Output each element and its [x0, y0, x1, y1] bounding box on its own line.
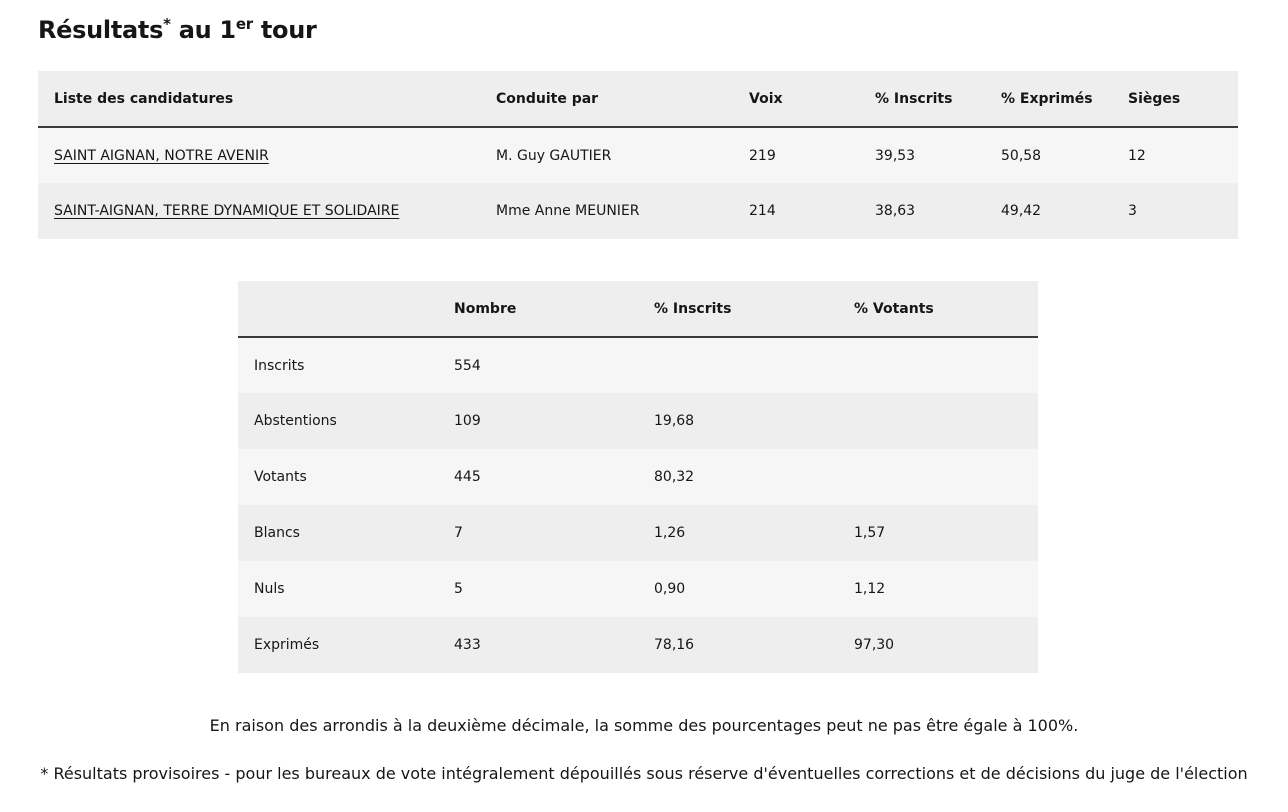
count-cell: 109	[454, 413, 481, 429]
col-header-pct-registered: % Inscrits	[654, 300, 732, 317]
pct-registered-cell	[638, 337, 838, 393]
table-row	[38, 183, 1238, 239]
col-header-label	[238, 281, 438, 337]
count-cell: 433	[454, 637, 481, 653]
col-header-seats: Sièges	[1128, 90, 1181, 107]
pct-registered-cell: 19,68	[654, 413, 695, 429]
col-header-votes: Voix	[749, 90, 783, 107]
pct-registered-cell: 1,26	[654, 525, 686, 541]
pct-voters-cell: 97,30	[854, 637, 895, 653]
row-label: Abstentions	[254, 413, 337, 429]
count-cell: 5	[454, 581, 463, 597]
led-by-cell: M. Guy GAUTIER	[496, 147, 612, 164]
title-asterisk: *	[163, 15, 171, 33]
table-header-row	[38, 71, 1238, 127]
table-row	[238, 505, 1038, 561]
title-end: tour	[252, 16, 317, 44]
pct-voters-cell	[838, 337, 1038, 393]
pct-expressed-cell: 50,58	[1001, 147, 1042, 164]
votes-cell: 219	[749, 147, 776, 164]
col-header-count: Nombre	[454, 300, 517, 317]
pct-voters-cell: 1,57	[854, 525, 886, 541]
provisional-results-note: * Résultats provisoires - pour les bureaux de vote intégralement dépouillés sous réserve d'éventuelles corrections et de décisions du juge de l'élection	[40, 764, 1248, 783]
participation-table	[238, 281, 1038, 673]
table-row	[238, 393, 1038, 449]
pct-voters-cell	[838, 449, 1038, 505]
votes-cell: 214	[749, 203, 776, 219]
title-main: Résultats	[38, 16, 164, 44]
page-title	[38, 16, 317, 44]
col-header-led-by: Conduite par	[496, 90, 599, 107]
list-name-cell	[38, 183, 480, 239]
list-link[interactable]: SAINT-AIGNAN, TERRE DYNAMIQUE ET SOLIDAIRE	[54, 203, 400, 219]
row-label: Votants	[254, 469, 307, 485]
table-row	[238, 617, 1038, 673]
row-label: Blancs	[254, 525, 300, 541]
pct-registered-cell: 0,90	[654, 581, 686, 597]
count-cell: 554	[454, 357, 481, 374]
pct-registered-cell: 80,32	[654, 469, 695, 485]
col-header-pct-voters: % Votants	[854, 300, 934, 317]
row-label: Inscrits	[254, 357, 305, 374]
row-label: Exprimés	[254, 637, 320, 653]
list-link[interactable]: SAINT AIGNAN, NOTRE AVENIR	[54, 147, 269, 164]
table-row	[238, 449, 1038, 505]
rounding-note: En raison des arrondis à la deuxième décimale, la somme des pourcentages peut ne pas être égale à 100%.	[209, 716, 1079, 735]
pct-registered-cell: 38,63	[875, 203, 916, 219]
seats-cell: 3	[1128, 203, 1137, 219]
pct-registered-cell: 78,16	[654, 637, 695, 653]
pct-voters-cell	[838, 393, 1038, 449]
table-row	[238, 561, 1038, 617]
col-header-pct-expressed: % Exprimés	[1001, 90, 1093, 107]
seats-cell: 12	[1128, 147, 1146, 164]
title-ordinal-suffix: er	[235, 15, 253, 33]
table-row	[238, 337, 1038, 393]
row-label: Nuls	[254, 581, 285, 597]
pct-expressed-cell: 49,42	[1001, 203, 1042, 219]
count-cell: 7	[454, 525, 463, 541]
count-cell: 445	[454, 469, 481, 485]
led-by-cell: Mme Anne MEUNIER	[496, 203, 640, 219]
col-header-pct-registered: % Inscrits	[875, 90, 953, 107]
candidates-table	[38, 71, 1238, 239]
table-header-row	[238, 281, 1038, 337]
table-row	[38, 127, 1238, 183]
list-name-cell	[38, 127, 480, 183]
title-middle: au 1	[170, 16, 236, 44]
pct-registered-cell: 39,53	[875, 147, 916, 164]
col-header-list: Liste des candidatures	[54, 90, 234, 107]
pct-voters-cell: 1,12	[854, 581, 886, 597]
